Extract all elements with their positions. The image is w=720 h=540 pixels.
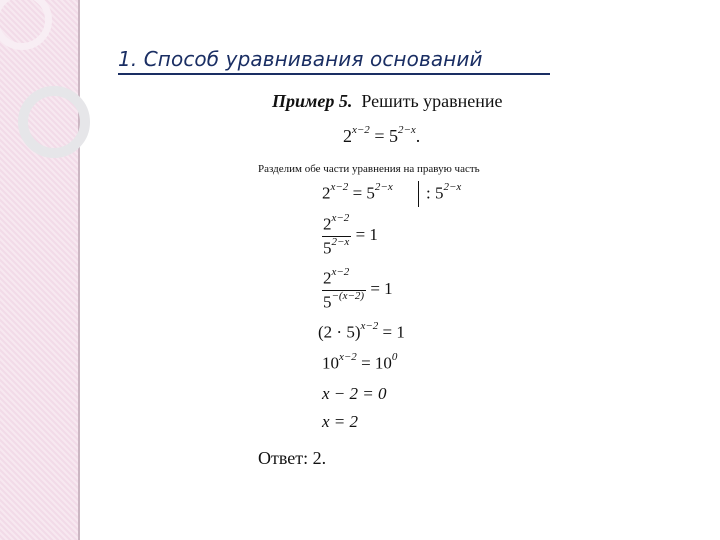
step-2: $\frac{2^{x-2}}{5^{2-x}}$ = 1 [323,212,378,258]
step-2-fraction: $\frac{2^{x-2}}{5^{2-x}}$ [323,212,350,258]
example-label: Пример 5. [272,91,353,111]
example-heading [272,91,503,112]
slide-title: 1. Способ уравнивания оснований [118,46,550,75]
solution-note: Разделим обе части уравнения на правую часть [258,163,480,175]
step-3-fraction: $\frac{2^{x-2}}{5^{-(x-2)}}$ [323,266,365,312]
division-bar [418,181,419,207]
step-6: x − 2 = 0 [322,384,387,403]
side-divider [78,0,80,540]
answer-text: Ответ: 2. [258,448,327,468]
step-4: $(2 \cdot 5)^{x-2} = 1$ [318,320,405,342]
step-3: $\frac{2^{x-2}}{5^{-(x-2)}}$ = 1 [323,266,393,312]
step-1: $2^{x-2} = 5^{2-x}$ [322,181,393,203]
decorative-ring [18,86,90,158]
task-text: Решить уравнение [361,91,503,111]
side-decoration-band [0,0,78,540]
step-5: $10^{x-2} = 10^0$ [322,351,398,373]
step-7: x = 2 [322,412,359,431]
main-equation: $2^{x-2} = 5^{2-x}$. [343,124,421,146]
step-1-divisor: : $5^{2-x}$ [426,181,462,203]
